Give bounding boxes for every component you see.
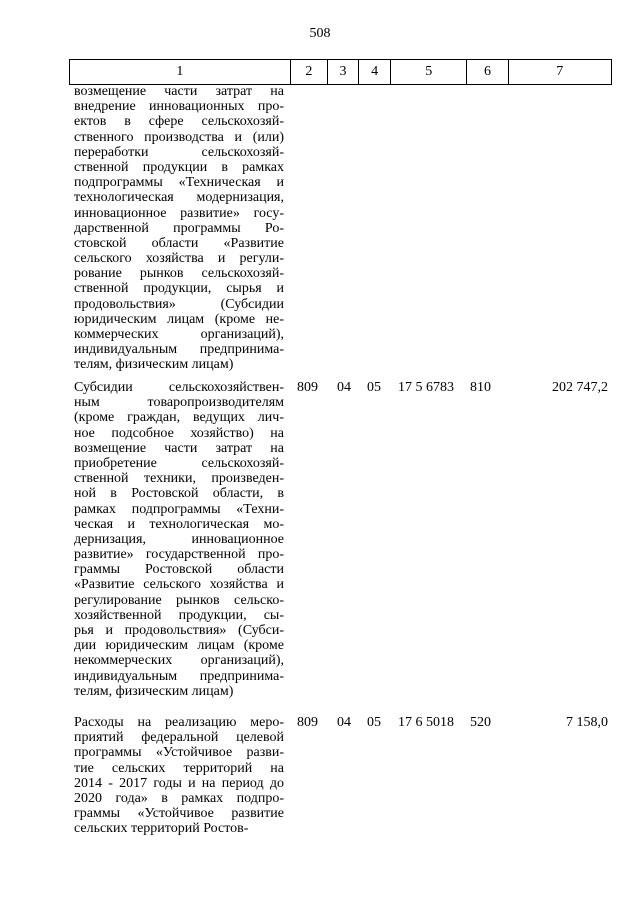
- description-line: переработки сельскохозяй-: [74, 144, 284, 160]
- description-line: юридическим лицам (кроме не-: [74, 311, 284, 327]
- cell-section: 04: [337, 715, 351, 730]
- cell-expense-type: 810: [470, 380, 491, 395]
- description-line: 2020 года» в рамках подпро-: [74, 790, 284, 806]
- description-line: телям, физическим лицам): [74, 357, 234, 373]
- description-line: индивидуальным предпринима-: [74, 668, 284, 684]
- description-line: технологическая модернизация,: [74, 190, 284, 206]
- description-line: Расходы на реализацию меро-: [74, 715, 284, 730]
- description-line: программы «Устойчивое разви-: [74, 745, 284, 761]
- cell-amount: 7 158,0: [566, 715, 608, 730]
- description-line: сельских территорий Ростов-: [74, 821, 249, 837]
- cell-subsection: 05: [367, 715, 381, 730]
- header-col-5: 5: [391, 60, 467, 85]
- row-description: [74, 715, 284, 837]
- cell-subsection: 05: [367, 380, 381, 395]
- header-col-6: 6: [467, 60, 508, 85]
- description-line: телям, физическим лицам): [74, 683, 234, 699]
- description-line: дернизация, инновационное: [74, 531, 284, 547]
- cell-expense-type: 520: [470, 715, 491, 730]
- description-line: ной в Ростовской области, в: [74, 486, 284, 502]
- description-line: хозяйственной продукции, сы-: [74, 607, 284, 623]
- description-line: ственной продукции, сырья и: [74, 281, 284, 297]
- description-line: ственного производства и (или): [74, 129, 284, 145]
- cell-target-article: 17 5 6783: [398, 380, 454, 395]
- description-line: коммерческих организаций),: [74, 327, 284, 342]
- row-description: [74, 84, 284, 373]
- description-line: некоммерческих организаций),: [74, 653, 284, 669]
- description-line: ческая и технологическая мо-: [74, 516, 284, 532]
- description-line: рья и продовольствия» (Субси-: [74, 623, 284, 638]
- cell-section: 04: [337, 380, 351, 395]
- description-line: ным товаропроизводителям: [74, 395, 284, 411]
- description-line: рование рынков сельскохозяй-: [74, 266, 284, 282]
- table-header: [69, 59, 612, 85]
- description-line: граммы Ростовской области: [74, 562, 284, 578]
- description-line: регулирование рынков сельско-: [74, 592, 284, 608]
- description-line: приобретение сельскохозяй-: [74, 455, 284, 471]
- page-number: 508: [309, 26, 331, 41]
- header-col-1: 1: [70, 60, 291, 85]
- cell-ministry-code: 809: [297, 715, 318, 730]
- cell-amount: 202 747,2: [552, 380, 608, 395]
- description-line: подпрограммы «Техническая и: [74, 175, 284, 191]
- description-line: индивидуальным предпринима-: [74, 342, 284, 358]
- row-description: [74, 380, 284, 699]
- description-line: тие сельских территорий на: [74, 760, 284, 776]
- description-line: граммы «Устойчивое развитие: [74, 806, 284, 822]
- description-line: Субсидии сельскохозяйствен-: [74, 380, 284, 395]
- description-line: дарственной программы Ро-: [74, 220, 284, 236]
- description-line: ектов в сфере сельскохозяй-: [74, 114, 284, 130]
- description-line: ное подсобное хозяйство) на: [74, 425, 284, 441]
- description-line: внедрение инновационных про-: [74, 99, 284, 115]
- description-line: «Развитие сельского хозяйства и: [74, 577, 284, 593]
- cell-target-article: 17 6 5018: [398, 715, 454, 730]
- description-line: 2014 - 2017 годы и на период до: [74, 775, 284, 791]
- description-line: приятий федеральной целевой: [74, 730, 284, 746]
- header-col-4: 4: [359, 60, 391, 85]
- description-line: ственной техники, произведен-: [74, 471, 284, 487]
- cell-ministry-code: 809: [297, 380, 318, 395]
- header-col-2: 2: [290, 60, 327, 85]
- description-line: возмещение части затрат на: [74, 440, 284, 456]
- description-line: продовольствия» (Субсидии: [74, 296, 284, 312]
- header-col-7: 7: [508, 60, 611, 85]
- description-line: ственной продукции в рамках: [74, 159, 284, 175]
- description-line: стовской области «Развитие: [74, 235, 284, 251]
- header-col-3: 3: [327, 60, 358, 85]
- description-line: сельского хозяйства и регули-: [74, 251, 284, 267]
- description-line: развитие» государственной про-: [74, 547, 284, 563]
- description-line: рамках подпрограммы «Техни-: [74, 501, 284, 517]
- description-line: (кроме граждан, ведущих лич-: [74, 410, 284, 426]
- description-line: инновационное развитие» госу-: [74, 205, 284, 221]
- description-line: дии юридическим лицам (кроме: [74, 638, 284, 654]
- description-line: возмещение части затрат на: [74, 84, 284, 99]
